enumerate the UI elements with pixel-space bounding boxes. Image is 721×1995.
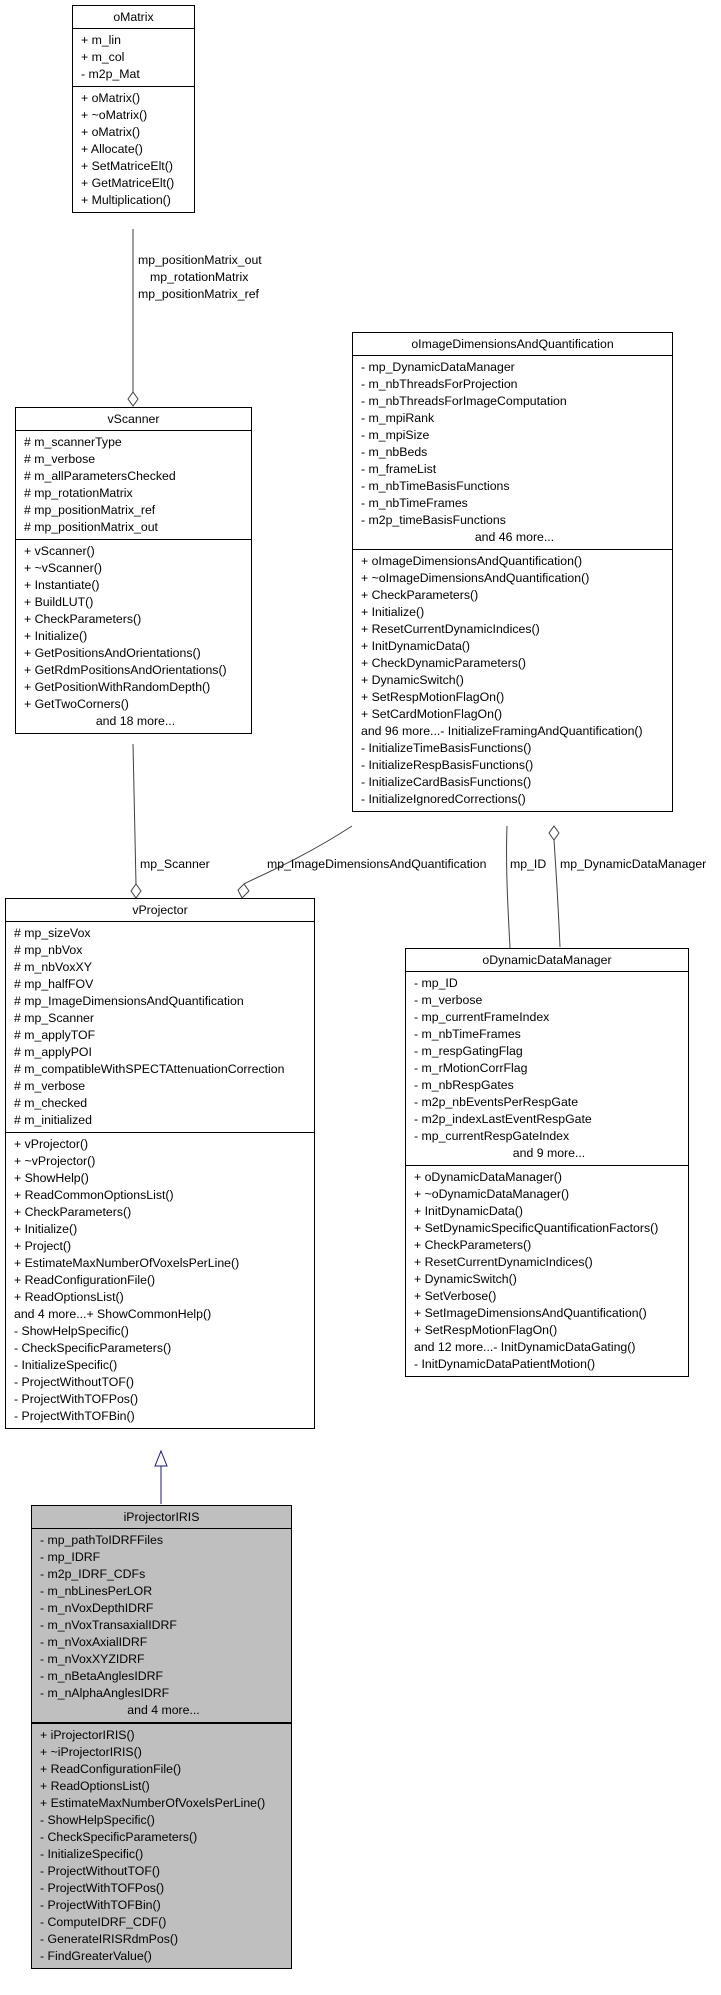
class-member: + vProjector() xyxy=(14,1137,89,1151)
class-member: - m_nbBeds xyxy=(361,445,428,459)
class-member: + oImageDimensionsAndQuantification() xyxy=(361,554,583,568)
class-member: # m_checked xyxy=(14,1096,88,1110)
inheritance-arrow-icon xyxy=(155,1451,167,1466)
class-member: + SetVerbose() xyxy=(414,1289,497,1303)
class-member: - InitializeTimeBasisFunctions() xyxy=(361,741,532,755)
class-member: - mp_currentFrameIndex xyxy=(414,1010,550,1024)
class-member: + vScanner() xyxy=(24,544,95,558)
class-iprojectoriris[interactable] xyxy=(31,1505,292,1969)
class-member: + SetRespMotionFlagOn() xyxy=(414,1323,558,1337)
methods-section xyxy=(32,1722,291,1968)
class-member: + Instantiate() xyxy=(24,578,100,592)
class-member: + m_lin xyxy=(81,33,121,47)
attributes-section xyxy=(32,1529,291,1722)
class-member: # m_initialized xyxy=(14,1113,92,1127)
class-member: - m_nbTimeFrames xyxy=(361,496,468,510)
class-member: - InitializeCardBasisFunctions() xyxy=(361,775,532,789)
class-member: - m_nbTimeFrames xyxy=(414,1027,521,1041)
class-title: vProjector xyxy=(6,899,314,922)
class-member: - m_respGatingFlag xyxy=(414,1044,523,1058)
class-member: - m_nVoxXYZIDRF xyxy=(40,1652,145,1666)
class-member: and 4 more...+ ShowCommonHelp() xyxy=(14,1307,212,1321)
edge-image-projector xyxy=(244,826,352,884)
class-member: + oMatrix() xyxy=(81,91,141,105)
methods-section xyxy=(6,1132,314,1428)
class-member: - m_nbRespGates xyxy=(414,1078,514,1092)
class-member: - m_frameList xyxy=(361,462,437,476)
class-member: + DynamicSwitch() xyxy=(361,673,464,687)
class-member: # mp_Scanner xyxy=(14,1011,94,1025)
class-member: - m_nAlphaAnglesIDRF xyxy=(40,1686,170,1700)
class-member: + InitDynamicData() xyxy=(361,639,470,653)
class-member: - m2p_indexLastEventRespGate xyxy=(414,1112,592,1126)
class-member: - m_nVoxAxialIDRF xyxy=(40,1635,148,1649)
class-member: # mp_ImageDimensionsAndQuantification xyxy=(14,994,244,1008)
edge-scanner-projector xyxy=(133,744,136,884)
class-member: + ResetCurrentDynamicIndices() xyxy=(361,622,540,636)
class-member: - m_nVoxTransaxialIDRF xyxy=(40,1618,177,1632)
class-member: + ReadConfigurationFile() xyxy=(40,1762,182,1776)
class-member: + CheckParameters() xyxy=(14,1205,132,1219)
class-member: + SetImageDimensionsAndQuantification() xyxy=(414,1306,647,1320)
class-member: + ReadOptionsList() xyxy=(14,1290,124,1304)
class-member: + CheckParameters() xyxy=(24,612,142,626)
class-member: + EstimateMaxNumberOfVoxelsPerLine() xyxy=(40,1796,266,1810)
class-member: # m_scannerType xyxy=(24,435,122,449)
class-member: - CheckSpecificParameters() xyxy=(14,1341,172,1355)
diamond-icon xyxy=(238,884,249,898)
class-member: + Multiplication() xyxy=(81,193,171,207)
class-member: - m_nVoxDepthIDRF xyxy=(40,1601,154,1615)
class-member: + ~oMatrix() xyxy=(81,108,148,122)
attributes-section xyxy=(406,972,688,1165)
class-member: - mp_pathToIDRFFiles xyxy=(40,1533,164,1547)
class-title: oDynamicDataManager xyxy=(406,949,688,972)
class-member: - InitializeIgnoredCorrections() xyxy=(361,792,526,806)
class-member: - m2p_Mat xyxy=(81,67,140,81)
class-member: + ReadConfigurationFile() xyxy=(14,1273,156,1287)
class-member: + oDynamicDataManager() xyxy=(414,1170,562,1184)
attributes-section xyxy=(16,431,251,539)
class-member: + oMatrix() xyxy=(81,125,141,139)
class-member: # mp_sizeVox xyxy=(14,926,91,940)
more-members-note: and 46 more... xyxy=(474,530,555,544)
class-member: + InitDynamicData() xyxy=(414,1204,523,1218)
methods-section xyxy=(353,549,672,811)
attributes-section xyxy=(6,922,314,1132)
attributes-section xyxy=(353,356,672,549)
class-member: - m_nbTimeBasisFunctions xyxy=(361,479,510,493)
class-member: # m_nbVoxXY xyxy=(14,960,92,974)
class-member: + Allocate() xyxy=(81,142,143,156)
class-member: - m_nBetaAnglesIDRF xyxy=(40,1669,164,1683)
class-member: # m_compatibleWithSPECTAttenuationCorrection xyxy=(14,1062,285,1076)
class-title: iProjectorIRIS xyxy=(32,1506,291,1529)
class-member: - mp_IDRF xyxy=(40,1550,101,1564)
class-member: - m_nbLinesPerLOR xyxy=(40,1584,153,1598)
class-vprojector[interactable] xyxy=(5,898,315,1429)
diamond-icon xyxy=(549,826,559,840)
class-oimagedimensionsandquantification[interactable] xyxy=(352,332,673,812)
attributes-section xyxy=(73,29,194,86)
class-member: # m_allParametersChecked xyxy=(24,469,176,483)
class-member: - ShowHelpSpecific() xyxy=(40,1813,155,1827)
class-member: - m_verbose xyxy=(414,993,483,1007)
class-member: # m_verbose xyxy=(14,1079,86,1093)
edge-label-position-ref: mp_positionMatrix_ref xyxy=(138,287,259,301)
class-member: + ~vProjector() xyxy=(14,1154,96,1168)
class-member: + Initialize() xyxy=(14,1222,78,1236)
methods-section xyxy=(406,1165,688,1376)
class-member: - mp_DynamicDataManager xyxy=(361,360,515,374)
class-title: oMatrix xyxy=(73,6,194,29)
class-member: + SetRespMotionFlagOn() xyxy=(361,690,505,704)
class-member: - ProjectWithoutTOF() xyxy=(14,1375,135,1389)
class-member: + GetPositionsAndOrientations() xyxy=(24,646,201,660)
class-member: + DynamicSwitch() xyxy=(414,1272,517,1286)
edge-label-position-out: mp_positionMatrix_out xyxy=(138,253,262,267)
class-member: - ProjectWithTOFPos() xyxy=(14,1392,139,1406)
class-member: - ProjectWithTOFBin() xyxy=(14,1409,135,1423)
class-member: - InitDynamicDataPatientMotion() xyxy=(414,1357,596,1371)
diamond-icon xyxy=(128,392,138,406)
class-omatrix[interactable] xyxy=(72,5,195,213)
class-member: + SetMatriceElt() xyxy=(81,159,173,173)
class-member: # m_applyPOI xyxy=(14,1045,92,1059)
diamond-icon xyxy=(131,884,141,898)
class-member: - InitializeRespBasisFunctions() xyxy=(361,758,534,772)
class-member: - m_nbThreadsForProjection xyxy=(361,377,518,391)
class-member: + Initialize() xyxy=(361,605,425,619)
methods-section xyxy=(73,86,194,212)
class-member: - ProjectWithTOFPos() xyxy=(40,1881,165,1895)
class-member: + iProjectorIRIS() xyxy=(40,1728,135,1742)
class-member: + ResetCurrentDynamicIndices() xyxy=(414,1255,593,1269)
class-member: + SetCardMotionFlagOn() xyxy=(361,707,503,721)
class-member: - ProjectWithoutTOF() xyxy=(40,1864,161,1878)
class-member: + ~vScanner() xyxy=(24,561,102,575)
class-member: + ReadOptionsList() xyxy=(40,1779,150,1793)
class-member: - m_mpiSize xyxy=(361,428,430,442)
class-title: oImageDimensionsAndQuantification xyxy=(353,333,672,356)
class-member: - m_mpiRank xyxy=(361,411,435,425)
methods-section xyxy=(16,539,251,733)
class-member: + CheckParameters() xyxy=(414,1238,532,1252)
class-member: + SetDynamicSpecificQuantificationFactors() xyxy=(414,1221,659,1235)
class-member: + GetRdmPositionsAndOrientations() xyxy=(24,663,227,677)
class-member: # mp_nbVox xyxy=(14,943,83,957)
edge-label-image-dimensions: mp_ImageDimensionsAndQuantification xyxy=(267,857,487,871)
class-member: - m2p_nbEventsPerRespGate xyxy=(414,1095,579,1109)
class-member: # m_applyTOF xyxy=(14,1028,96,1042)
class-member: + GetTwoCorners() xyxy=(24,697,129,711)
class-member: - InitializeSpecific() xyxy=(40,1847,144,1861)
class-member: + ~oImageDimensionsAndQuantification() xyxy=(361,571,590,585)
class-member: + ~oDynamicDataManager() xyxy=(414,1187,570,1201)
class-member: - ComputeIDRF_CDF() xyxy=(40,1915,167,1929)
edge-label-rotation: mp_rotationMatrix xyxy=(150,270,249,284)
class-title: vScanner xyxy=(16,408,251,431)
class-member: + EstimateMaxNumberOfVoxelsPerLine() xyxy=(14,1256,240,1270)
class-member: + Initialize() xyxy=(24,629,88,643)
class-member: - ProjectWithTOFBin() xyxy=(40,1898,161,1912)
class-member: - ShowHelpSpecific() xyxy=(14,1324,129,1338)
more-members-note: and 18 more... xyxy=(95,714,176,728)
class-member: # mp_positionMatrix_out xyxy=(24,520,158,534)
class-member: # mp_positionMatrix_ref xyxy=(24,503,156,517)
class-member: - m_rMotionCorrFlag xyxy=(414,1061,528,1075)
more-members-note: and 4 more... xyxy=(127,1703,200,1717)
class-member: + Project() xyxy=(14,1239,72,1253)
class-member: - mp_ID xyxy=(414,976,458,990)
class-member: + BuildLUT() xyxy=(24,595,94,609)
class-member: + ReadCommonOptionsList() xyxy=(14,1188,174,1202)
class-member: + CheckDynamicParameters() xyxy=(361,656,527,670)
class-member: - GenerateIRISRdmPos() xyxy=(40,1932,179,1946)
class-member: - FindGreaterValue() xyxy=(40,1949,152,1963)
class-vscanner[interactable] xyxy=(15,407,252,734)
class-member: - m2p_timeBasisFunctions xyxy=(361,513,506,527)
class-member: # mp_halfFOV xyxy=(14,977,94,991)
class-member: + m_col xyxy=(81,50,125,64)
class-member: - mp_currentRespGateIndex xyxy=(414,1129,570,1143)
edge-label-dynamic-data-manager: mp_DynamicDataManager xyxy=(560,857,707,871)
class-member: + GetMatriceElt() xyxy=(81,176,175,190)
edge-label-scanner: mp_Scanner xyxy=(140,857,210,871)
class-member: + GetPositionWithRandomDepth() xyxy=(24,680,211,694)
class-member: - m_nbThreadsForImageComputation xyxy=(361,394,567,408)
class-odynamicdatamanager[interactable] xyxy=(405,948,689,1377)
class-member: # mp_rotationMatrix xyxy=(24,486,133,500)
more-members-note: and 9 more... xyxy=(512,1146,586,1160)
class-member: - CheckSpecificParameters() xyxy=(40,1830,198,1844)
class-member: and 12 more...- InitDynamicDataGating() xyxy=(414,1340,636,1354)
class-member: + ShowHelp() xyxy=(14,1171,89,1185)
class-member: - m2p_IDRF_CDFs xyxy=(40,1567,146,1581)
class-member: + CheckParameters() xyxy=(361,588,479,602)
edge-label-mp-id: mp_ID xyxy=(510,857,547,871)
class-member: # m_verbose xyxy=(24,452,96,466)
class-member: - InitializeSpecific() xyxy=(14,1358,118,1372)
class-member: and 96 more...- InitializeFramingAndQuantification() xyxy=(361,724,643,738)
class-member: + ~iProjectorIRIS() xyxy=(40,1745,142,1759)
